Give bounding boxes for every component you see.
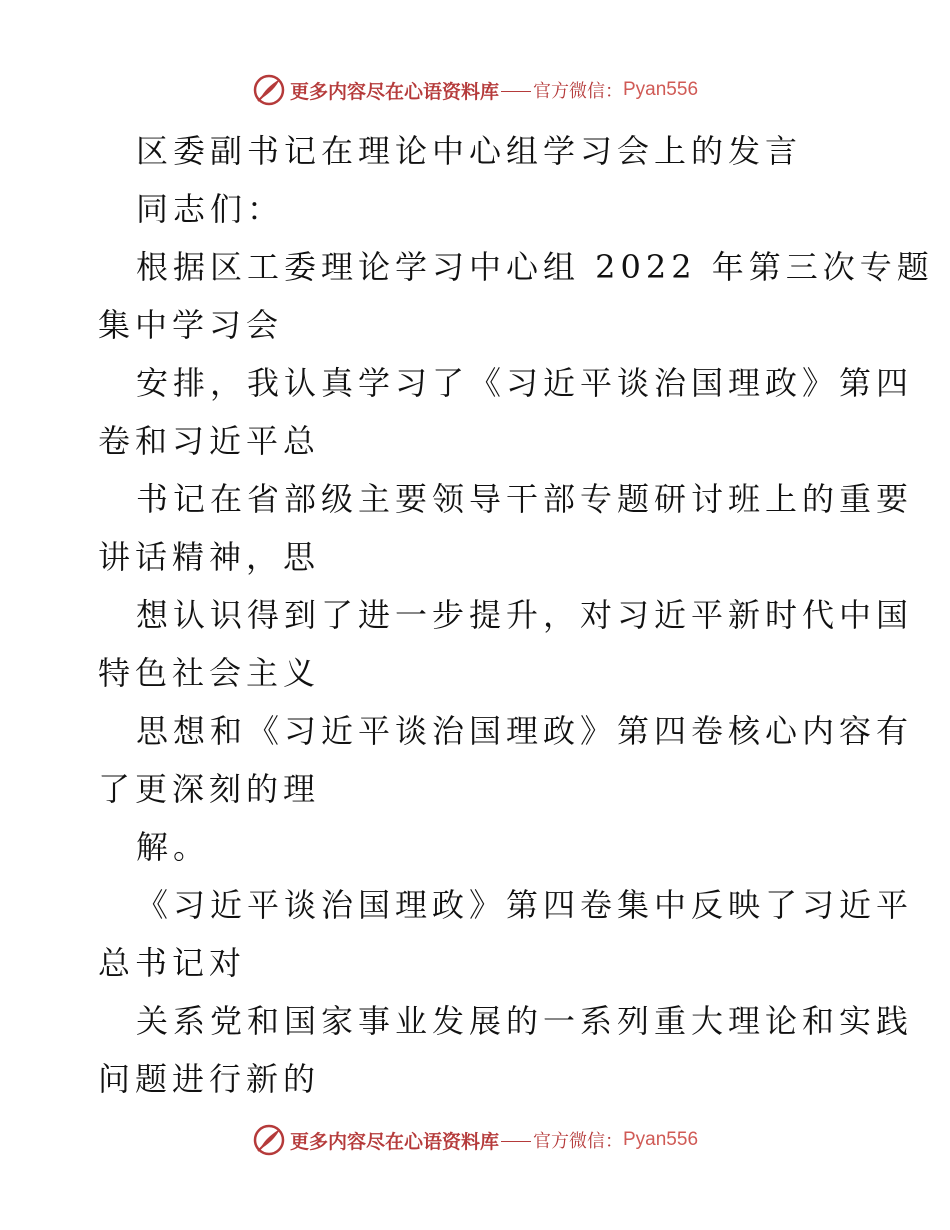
- text-line: 总书记对: [98, 944, 247, 982]
- text-line: 解。: [136, 828, 211, 866]
- feather-pen-logo-icon: [252, 1123, 286, 1157]
- text-line: 卷和习近平总: [98, 422, 321, 460]
- text-line: 了更深刻的理: [98, 770, 321, 808]
- watermark-wechat-label: 官方微信：: [533, 81, 623, 102]
- document-body: [98, 122, 934, 1108]
- text-line: 根据区工委理论学习中心组 2022 年第三次专题: [136, 248, 934, 286]
- salutation: 同志们：: [136, 190, 285, 228]
- feather-pen-logo-icon: [252, 73, 286, 107]
- text-line: 安排，我认真学习了《习近平谈治国理政》第四: [136, 364, 914, 402]
- watermark-divider: [501, 1141, 531, 1142]
- text-line: 书记在省部级主要领导干部专题研讨班上的重要: [136, 480, 914, 518]
- text-line: 想认识得到了进一步提升，对习近平新时代中国: [136, 596, 914, 634]
- watermark-wechat-label: 官方微信：: [533, 1131, 623, 1152]
- watermark-brand-text: 更多内容尽在心语资料库: [289, 1130, 499, 1153]
- watermark-wechat-id: Pyan556: [623, 79, 699, 100]
- text-line: 问题进行新的: [98, 1060, 321, 1098]
- text-line: 《习近平谈治国理政》第四卷集中反映了习近平: [136, 886, 914, 924]
- text-line: 集中学习会: [98, 306, 284, 344]
- watermark-brand-text: 更多内容尽在心语资料库: [289, 80, 499, 103]
- footer-watermark: [0, 1120, 950, 1160]
- text-line: 思想和《习近平谈治国理政》第四卷核心内容有: [136, 712, 914, 750]
- text-line: 关系党和国家事业发展的一系列重大理论和实践: [136, 1002, 914, 1040]
- watermark-wechat-id: Pyan556: [623, 1129, 699, 1150]
- text-line: 讲话精神，思: [98, 538, 321, 576]
- document-title: 区委副书记在理论中心组学习会上的发言: [136, 132, 803, 170]
- header-watermark: [0, 70, 950, 110]
- watermark-divider: [501, 91, 531, 92]
- text-line: 特色社会主义: [98, 654, 321, 692]
